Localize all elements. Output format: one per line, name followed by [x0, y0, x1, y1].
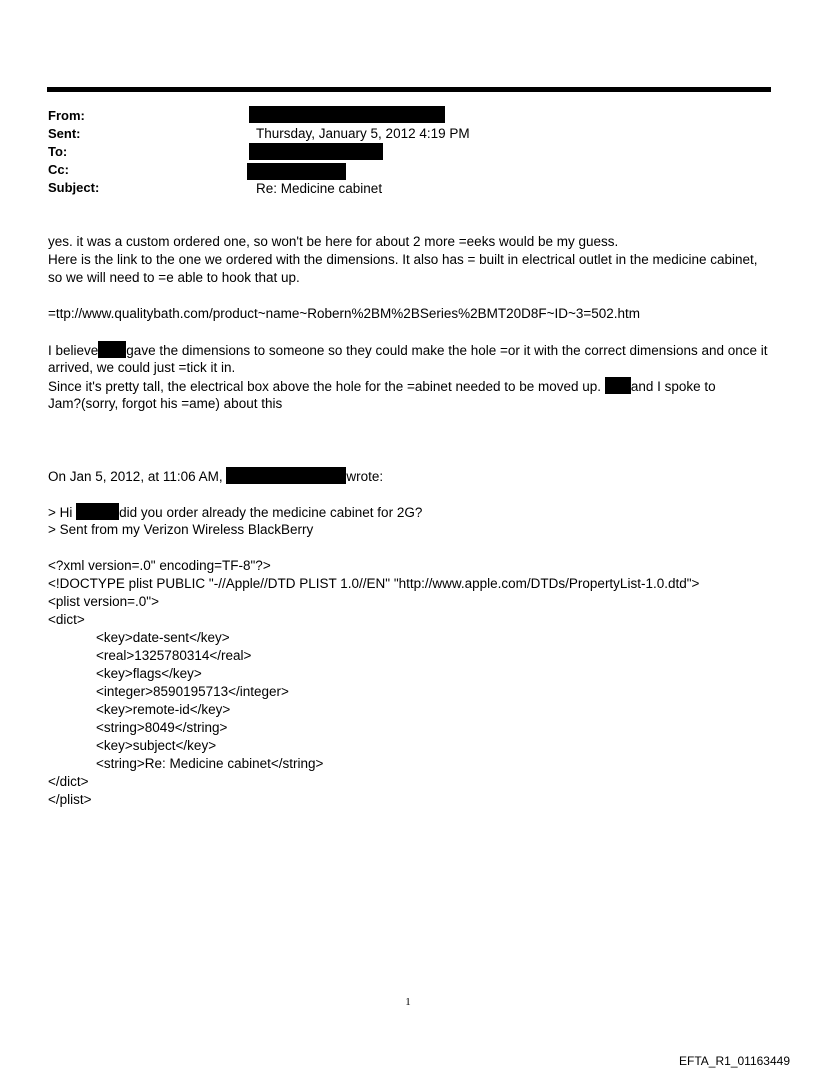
xml-line: <plist version=.0"> — [48, 594, 159, 609]
xml-line: </dict> — [48, 774, 89, 789]
quoted-line: > Sent from my Verizon Wireless BlackBerry — [48, 522, 314, 537]
cc-label: Cc: — [48, 162, 69, 177]
from-label: From: — [48, 108, 85, 123]
subject-value: Re: Medicine cabinet — [256, 181, 383, 196]
xml-line: <real>1325780314</real> — [96, 648, 252, 663]
xml-line: <key>flags</key> — [96, 666, 202, 681]
body-line: so we will need to =e able to hook that up. — [48, 270, 300, 285]
name-redaction — [605, 377, 631, 394]
sent-label: Sent: — [48, 126, 81, 141]
sent-value: Thursday, January 5, 2012 4:19 PM — [256, 126, 470, 141]
xml-line: <integer>8590195713</integer> — [96, 684, 289, 699]
body-line: Here is the link to the one we ordered with the dimensions. It also has = built in electrical outlet in the medicine cabinet, — [48, 252, 758, 267]
to-label: To: — [48, 144, 68, 159]
xml-line: </plist> — [48, 792, 92, 807]
subject-label: Subject: — [48, 180, 100, 195]
quote-intro: On Jan 5, 2012, at 11:06 AM, wrote: — [48, 469, 384, 484]
xml-line: <?xml version=.0" encoding=TF-8"?> — [48, 558, 271, 573]
body-line: arrived, we could just =tick it in. — [48, 360, 236, 375]
body-line: Since it's pretty tall, the electrical box above the hole for the =abinet needed to be moved up. and I spoke to — [48, 379, 716, 394]
body-line: Jam?(sorry, forgot his =ame) about this — [48, 396, 283, 411]
xml-line: <key>date-sent</key> — [96, 630, 230, 645]
quoted-line: > Hi did you order already the medicine cabinet for 2G? — [48, 505, 423, 520]
document-id: EFTA_R1_01163449 — [679, 1054, 790, 1068]
header-rule — [47, 87, 771, 92]
name-redaction — [98, 341, 126, 358]
sender-redaction — [226, 467, 346, 484]
message-body — [48, 233, 776, 809]
xml-line: <dict> — [48, 612, 85, 627]
product-link: =ttp://www.qualitybath.com/product~name~Robern%2BM%2BSeries%2BMT20D8F~ID~3=502.htm — [48, 306, 641, 321]
xml-line: <string>8049</string> — [96, 720, 228, 735]
xml-line: <!DOCTYPE plist PUBLIC "-//Apple//DTD PLIST 1.0//EN" "http://www.apple.com/DTDs/PropertyList-1.0.dtd"> — [48, 576, 700, 591]
body-line: I believe gave the dimensions to someone so they could make the hole =or it with the correct dimensions and once it — [48, 343, 768, 358]
body-line: yes. it was a custom ordered one, so won't be here for about 2 more =eeks would be my guess. — [48, 234, 619, 249]
xml-line: <string>Re: Medicine cabinet</string> — [96, 756, 324, 771]
from-redaction — [249, 106, 445, 123]
name-redaction — [76, 503, 119, 520]
page-number: 1 — [405, 996, 411, 1008]
to-redaction — [249, 143, 383, 160]
xml-line: <key>subject</key> — [96, 738, 217, 753]
cc-redaction — [247, 163, 346, 180]
xml-line: <key>remote-id</key> — [96, 702, 231, 717]
